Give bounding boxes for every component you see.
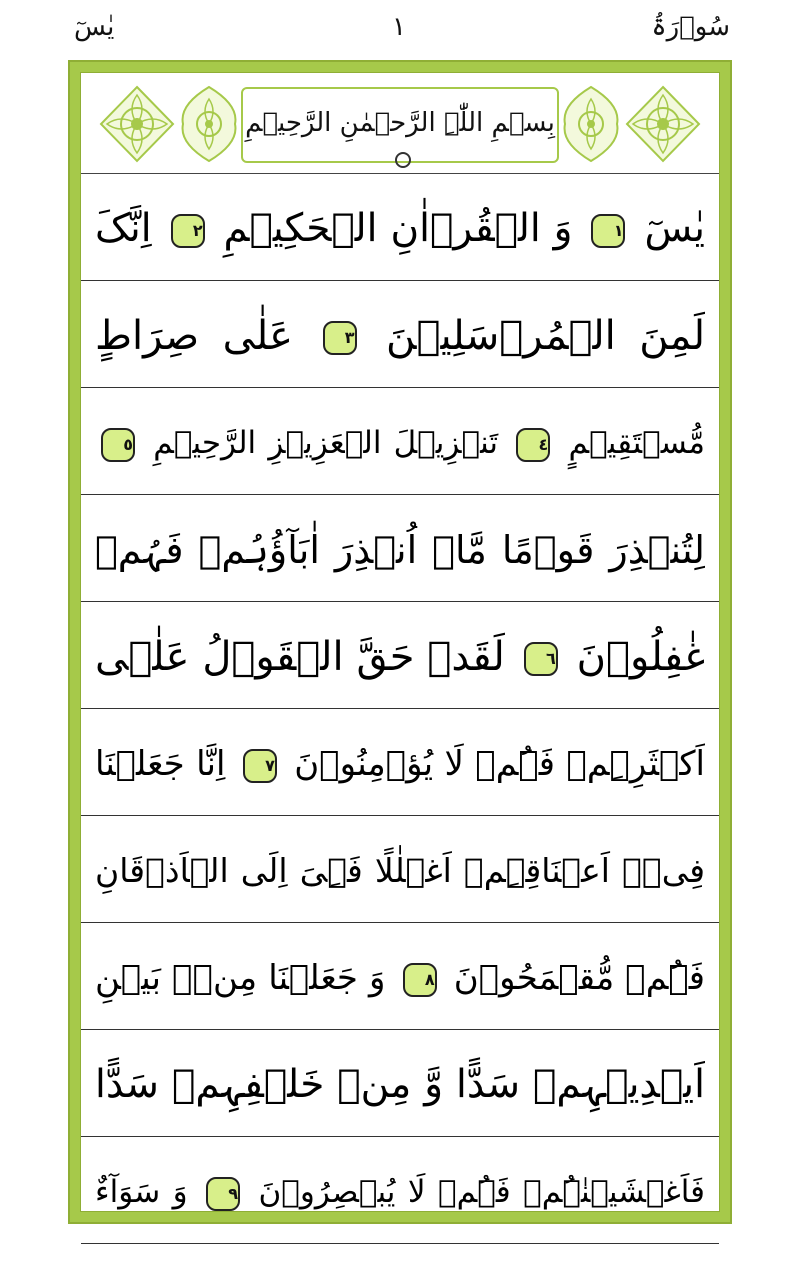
surah-name: یٰسٓ: [74, 12, 115, 42]
bismillah-header: [81, 73, 719, 174]
verse-line-text: [95, 729, 705, 799]
verse-line: [81, 1137, 719, 1244]
verse-text: اِنَّا جَعَلۡنَا: [95, 744, 226, 784]
verse-text: فَاَغۡشَیۡنٰہُمۡ فَہُمۡ لَا یُبۡصِرُوۡنَ: [258, 1174, 705, 1210]
verse-line: [81, 388, 719, 495]
surah-label: سُوۡرَۃُ: [651, 12, 730, 42]
ayah-number-marker: ٣: [323, 321, 357, 355]
verse-text: اِنَّکَ: [95, 206, 152, 251]
ornament-icon: [559, 85, 623, 163]
ornament-icon: [177, 85, 241, 163]
verse-text: اَکۡثَرِہِمۡ فَہُمۡ لَا یُؤۡمِنُوۡنَ: [294, 744, 705, 784]
verse-line: [81, 174, 719, 281]
verse-line: [81, 281, 719, 388]
ayah-number-marker: ٢: [171, 214, 205, 248]
verse-text: لِتُنۡذِرَ قَوۡمًا مَّاۤ اُنۡذِرَ اٰبَآؤُہُمۡ فَہُمۡ: [95, 528, 705, 572]
verse-line: [81, 923, 719, 1030]
verse-line-text: [95, 515, 705, 585]
ornament-icon: [625, 85, 701, 163]
page-header: [0, 0, 800, 58]
verse-text: یٰسٓ: [644, 206, 705, 251]
ayah-number-marker: ١: [591, 214, 625, 248]
verse-line-text: [95, 622, 705, 692]
ayah-number-marker: ٨: [403, 963, 437, 997]
ayah-number-marker: ٦: [524, 642, 558, 676]
ayah-number-marker: ٥: [101, 428, 135, 462]
ayah-number-marker: ٩: [206, 1177, 240, 1211]
verse-line-text: [95, 943, 705, 1013]
verse-text: لَقَدۡ حَقَّ الۡقَوۡلُ عَلٰۤی: [95, 634, 505, 680]
verse-text: فَہُمۡ مُّقۡمَحُوۡنَ: [453, 958, 705, 998]
bismillah-text: بِسۡمِ اللّٰہِ الرَّحۡمٰنِ الرَّحِیۡمِ: [245, 108, 555, 138]
page-number: ١: [392, 12, 406, 42]
verse-text: غٰفِلُوۡنَ: [576, 634, 705, 680]
verse-text: تَنۡزِیۡلَ الۡعَزِیۡزِ الرَّحِیۡمِ: [153, 425, 499, 461]
ayah-number-marker: ٤: [516, 428, 550, 462]
verse-text: وَ جَعَلۡنَا مِنۡۢ بَیۡنِ: [95, 958, 386, 998]
verse-line: [81, 495, 719, 602]
verse-line-text: [95, 1050, 705, 1120]
verse-line: [81, 1030, 719, 1137]
verse-line-text: [95, 1157, 705, 1227]
ayah-number-marker: ٧: [243, 749, 277, 783]
verse-line-text: [95, 408, 705, 478]
verse-line-text: [95, 836, 705, 906]
verse-line: [81, 816, 719, 923]
ornament-icon: [99, 85, 175, 163]
verse-line-text: [95, 194, 705, 264]
page-content: [80, 72, 720, 1212]
bismillah-line: [243, 105, 557, 177]
verse-text: وَ سَوَآءٌ: [95, 1174, 188, 1210]
verse-text: لَمِنَ الۡمُرۡسَلِیۡنَ: [386, 313, 705, 359]
verse-text: فِیۡۤ اَعۡنَاقِہِمۡ اَغۡلٰلًا فَہِیَ اِلَی الۡاَذۡقَانِ: [95, 851, 705, 890]
verse-text: اَیۡدِیۡہِمۡ سَدًّا وَّ مِنۡ خَلۡفِہِمۡ سَدًّا: [95, 1062, 705, 1107]
page-frame: [68, 60, 732, 1224]
verse-line-text: [95, 301, 705, 371]
circle-end-icon: [395, 152, 411, 168]
bismillah-box: [241, 87, 559, 163]
verse-text: وَ الۡقُرۡاٰنِ الۡحَکِیۡمِ: [223, 206, 573, 251]
verse-text: عَلٰی صِرَاطٍ: [95, 313, 294, 359]
verse-line: [81, 602, 719, 709]
verse-line: [81, 709, 719, 816]
verse-text: مُّسۡتَقِیۡمٍ: [568, 425, 705, 461]
